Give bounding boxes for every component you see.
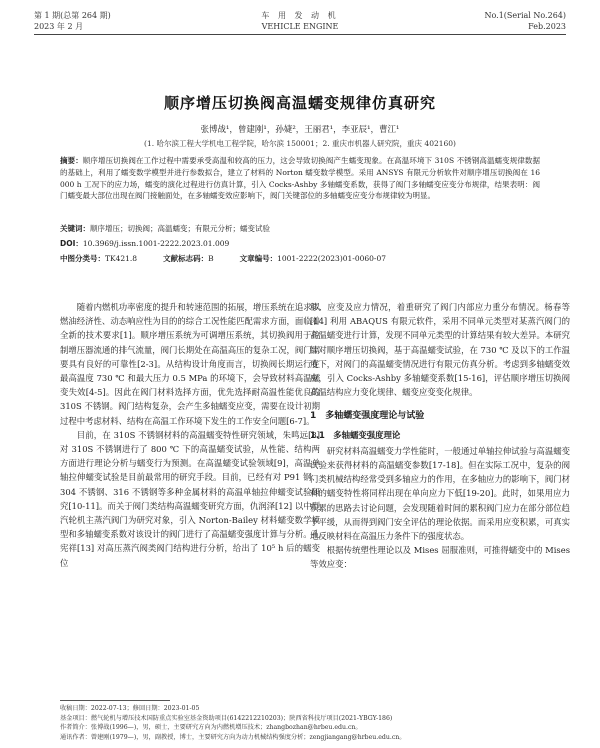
abstract: [60, 155, 540, 202]
abstract-label: 摘要：: [60, 156, 83, 165]
section-heading: 1 多轴蠕变强度理论与试验: [310, 411, 425, 422]
publication-date: 2023 年 2 月: [34, 22, 84, 31]
journal-name-cn: 车 用 发 动 机: [261, 11, 339, 20]
body-paragraph: 根据传统塑性理论以及 Mises 屈服准则，可推得蠕变中的 Mises 等效应变：: [310, 545, 570, 570]
article-title: 顺序增压切换阀高温蠕变规律仿真研究: [163, 94, 436, 112]
author-list: 张博战¹，曾建刚¹，孙婕²，王丽君¹，李亚辰¹，曹江¹: [200, 125, 400, 135]
issue-number: 第 1 期(总第 264 期): [34, 11, 111, 20]
serial-number: No.1(Serial No.264): [484, 11, 566, 20]
doi-value: 10.3969/j.issn.1001-2222.2023.01.009: [82, 239, 230, 248]
body-paragraph-continued: 移、应变及应力情况，着重研究了阀门内部应力重分布情况。杨春等[14] 利用 ABAQUS 有限元软件，采用不同单元类型对某蒸汽阀门的高温蠕变进行计算，发现不同单元类型的计算结果有较大差异。本研究针对顺序增压切换阀，基于高温蠕变试验，在 730 ℃ 及以下的工作温度下，对阀门的高温蠕变情况进行有限元仿真分析。考虑到多轴蠕变效应，引入 Cocks-Ashby 多轴蠕变系数[15-16]，评估顺序增压切换阀高温结构应力变化规律、蠕变应变变化规律。: [310, 302, 570, 398]
affiliation: (1. 哈尔滨工程大学机电工程学院，哈尔滨 150001；2. 重庆市机器人研究院，重庆 402160): [144, 139, 456, 148]
journal-name-en: VEHICLE ENGINE: [261, 22, 339, 31]
article-no-field: [240, 253, 386, 265]
body-paragraph: 随着内燃机功率密度的提升和转速范围的拓展，增压系统在追求以燃油经济性、动态响应性为目的的综合工况性能匹配需求方面，面临着全新的技术要求[1]。顺序增压系统为可调增压系统，其切换阀用于控制增压器流通的排气流量，阀门长期处在高温高压的复杂工况，阀门需要具有良好的可靠性[2-3]。从结构设计角度而言，切换阀长期运行在最高温度 730 ℃ 和最大压力 0.5 MPa 的环境下，会导致材料高温蠕变失效[4-5]。因此在阀门材料选择方面，优先选择耐高温性能优良的 310S 不锈钢。阀门结构复杂，会产生多轴蠕变应变，需要在设计初期过程中考虑材料、结构在高温工作环境下发生的工作安全问题[6-7]。: [60, 302, 320, 426]
body-right-column: [310, 300, 570, 572]
keywords: [60, 223, 540, 235]
doi-label: DOI：: [60, 239, 83, 248]
classification-line: [60, 253, 540, 265]
publication-date-en: Feb.2023: [528, 22, 566, 31]
article-no-label: 文章编号：: [239, 254, 278, 263]
clc-value: TK421.8: [105, 254, 138, 263]
clc-label: 中图分类号：: [60, 254, 105, 263]
footnote-received: 收稿日期：2022-07-13；修回日期：2023-01-05: [60, 705, 200, 712]
doc-code-value: B: [208, 254, 214, 263]
footnote-divider: [60, 700, 170, 701]
footnote-corresponding-author: 通讯作者：曾建刚(1979—)，男，副教授，博士，主要研究方向为动力机械结构强度分析；zengjiangang@hrbeu.edu.cn。: [60, 733, 406, 741]
header-divider: [34, 34, 566, 35]
keywords-label: 关键词：: [60, 224, 90, 233]
body-left-column: [60, 300, 320, 570]
footnote-author-bio: 作者简介：张博战(1996—)，男，硕士，主要研究方向为内燃机增压技术；zhangbozhan@hrbeu.edu.cn。: [60, 724, 362, 732]
doi: [60, 238, 540, 250]
running-header-right: [484, 10, 566, 32]
footnote-funding: 基金项目：燃气轮机与增压技术国防重点实验室基金资助项目(6142212210203)；陕西省科技厅项目(2021-YBGY-186): [60, 714, 393, 722]
body-paragraph: 目前，在 310S 不锈钢材料的高温蠕变特性研究领域，朱鸣远[8]对 310S 不锈钢进行了 800 ℃ 下的高温蠕变试验，从性能、结构两方面进行理论分析与蠕变行为预测。在高温蠕变试验领域[9]，高温单轴拉伸蠕变试验是目前最常用的研究手段。目前，已经有对 P91 钢、304 不锈钢、316 不锈钢等多种金属材料的高温单轴拉伸蠕变试验研究[10-11]。而关于阀门类结构高温蠕变研究方面，仇润泽[12] 以中型汽轮机主蒸汽阀门为研究对象，引入 Norton-Bailey 材料蠕变数学模型和多轴蠕变系数对该设计的阀门进行了高温蠕变强度计算与分析。孔宪祥[13] 对高压蒸汽阀类阀门结构进行分析，给出了 10⁵ h 后的蠕变位: [60, 429, 320, 568]
footnotes: [60, 704, 540, 742]
doc-code-label: 文献标志码：: [163, 254, 209, 263]
clc-field: [60, 253, 137, 265]
keywords-text: 顺序增压；切换阀；高温蠕变；有限元分析；蠕变试验: [90, 224, 270, 233]
body-paragraph: 研究材料高温蠕变力学性能时，一般通过单轴拉伸试验与高温蠕变试验来获得材料的高温蠕变参数[17-18]。但在实际工况中，复杂的阀门类机械结构经常受到多轴应力的作用，在多轴应力的影响下，阀门材料的蠕变特性将同样出现在单向应力下低[19-20]。此时，如果用应力积累的思路去讨论问题，会发现随着时间的累积阀门应力在部分部位趋于平缓，从而得到阀门安全评估的理论依据。而采用应变积累，可真实地反映材料在高温压力条件下的强度状态。: [310, 445, 570, 542]
article-no-value: 1001-2222(2023)01-0060-07: [277, 254, 386, 263]
subsection-heading: 1.1 多轴蠕变强度理论: [310, 429, 401, 440]
abstract-text: 顺序增压切换阀在工作过程中需要承受高温和较高的压力，这会导致切换阀产生蠕变现象。在高温环境下 310S 不锈钢高温蠕变规律数据的基础上，利用了蠕变数学模型并进行参数拟合，建立了材料的 Norton 蠕变数学模型。采用 ANSYS 有限元分析软件对顺序增压切换阀在 16 000 h 工况下的应力场，蠕变的演化过程进行仿真计算，引入 Cocks-Ashby 多轴蠕变系数，获得了阀门多轴蠕变应变分布规律，结果表明：阀门蠕变最大部位出现在阀门接触面处，在多轴蠕变效应影响下，阀门关键部位的多轴蠕变应变分布规律较为明显。: [60, 156, 541, 201]
doc-code-field: [163, 253, 214, 265]
